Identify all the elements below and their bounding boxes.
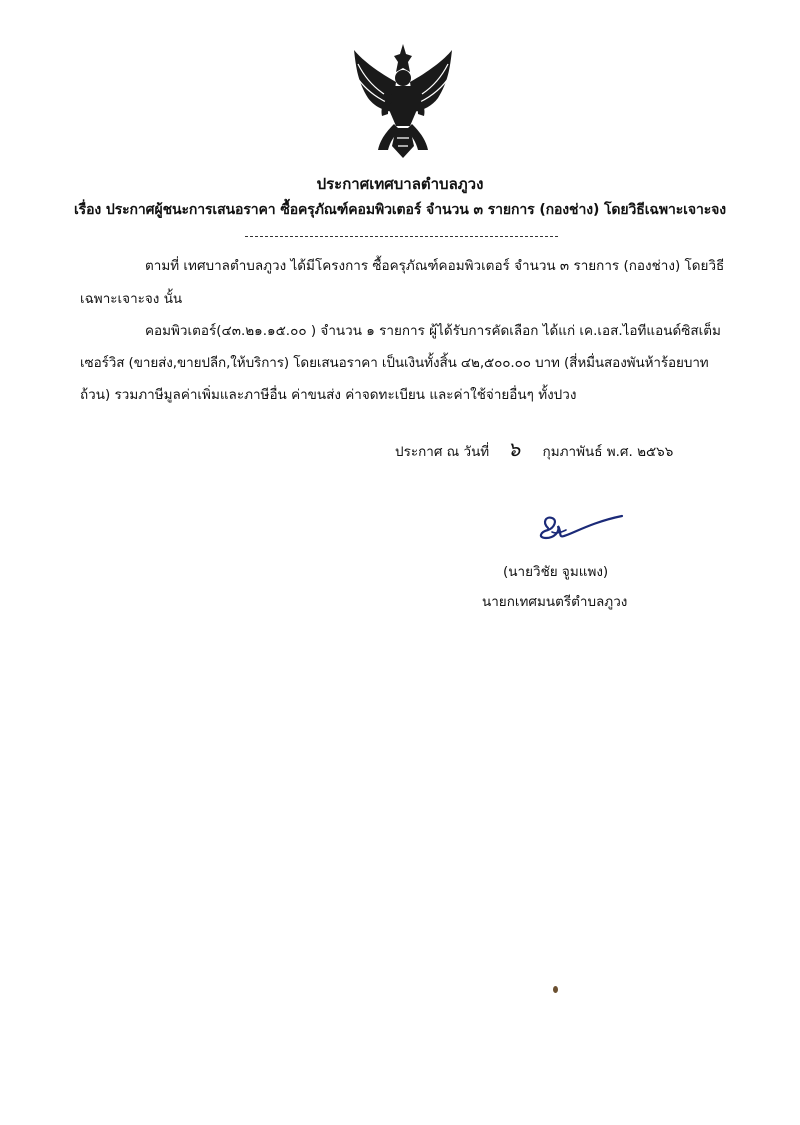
paragraph-2-line-3: ถ้วน) รวมภาษีมูลค่าเพิ่มและภาษีอื่น ค่าขนส่ง ค่าจดทะเบียน และค่าใช้จ่ายอื่นๆ ทั้งปวง [80, 387, 577, 403]
subject-heading: เรื่อง ประกาศผู้ชนะการเสนอราคา ซื้อครุภัณฑ์คอมพิวเตอร์ จำนวน ๓ รายการ (กองช่าง) โดยวิธีเฉพาะเจาะจง [74, 202, 726, 218]
paper-speck [553, 986, 558, 993]
dashed-divider [245, 236, 558, 237]
date-day: ๖ [507, 437, 521, 461]
signer-name: (นายวิชัย จูมแพง) [503, 564, 609, 580]
date-month-year: กุมภาพันธ์ พ.ศ. ๒๕๖๖ [542, 444, 674, 460]
organization-title: ประกาศเทศบาลตำบลภูวง [316, 175, 484, 193]
paragraph-2-line-2: เซอร์วิส (ขายส่ง,ขายปลีก,ให้บริการ) โดยเสนอราคา เป็นเงินทั้งสิ้น ๔๒,๕๐๐.๐๐ บาท (สี่หมื่นสองพันห้าร้อยบาท [80, 355, 709, 371]
date-prefix: ประกาศ ณ วันที่ [395, 444, 490, 460]
signer-title: นายกเทศมนตรีตำบลภูวง [482, 594, 628, 610]
paragraph-1-line-2: เฉพาะเจาะจง นั้น [80, 291, 183, 307]
announcement-date [395, 433, 673, 465]
paragraph-1-line-1: ตามที่ เทศบาลตำบลภูวง ได้มีโครงการ ซื้อครุภัณฑ์คอมพิวเตอร์ จำนวน ๓ รายการ (กองช่าง) โดยวิธี [145, 258, 725, 274]
garuda-emblem-icon [348, 42, 458, 162]
paragraph-2-line-1: คอมพิวเตอร์(๔๓.๒๑.๑๕.๐๐ ) จำนวน ๑ รายการ ผู้ได้รับการคัดเลือก ได้แก่ เค.เอส.ไอทีแอนด์ซิสเต็ม [145, 323, 721, 339]
handwritten-signature-icon [532, 508, 627, 546]
